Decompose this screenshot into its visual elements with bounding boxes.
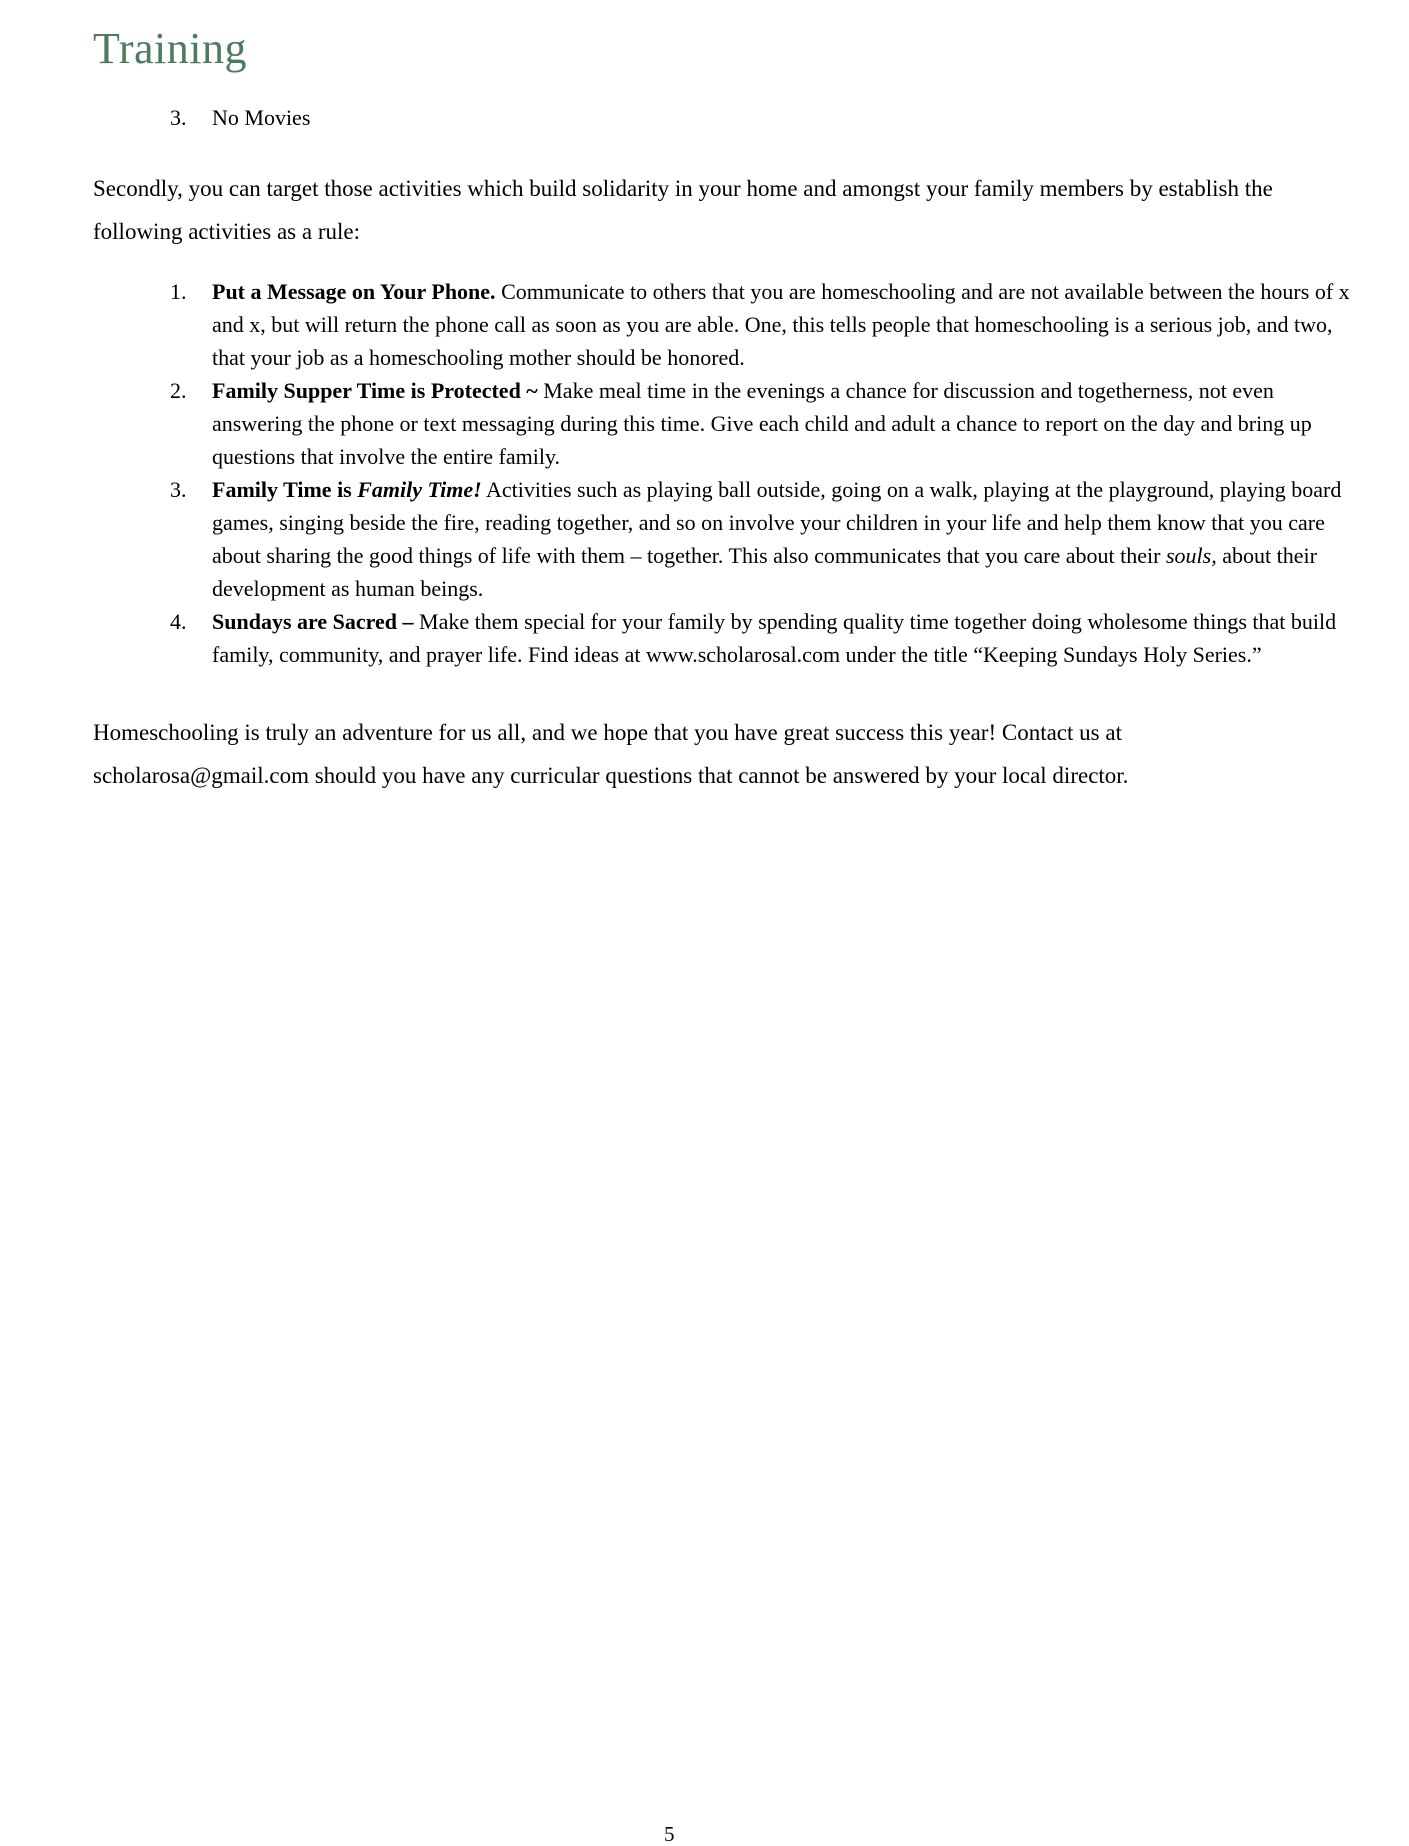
rule-body-italic: souls, <box>1165 542 1217 568</box>
list-item-number: 3. <box>170 104 187 130</box>
list-item-number: 3. <box>170 476 187 502</box>
list-item-number: 1. <box>170 278 187 304</box>
rule-lead-bold: Family Supper Time is Protected ~ <box>212 377 538 403</box>
list-item-text <box>212 374 1361 473</box>
list-item-number: 4. <box>170 608 187 634</box>
list-item-text <box>212 275 1361 374</box>
list-item-text <box>212 473 1361 605</box>
rule-body: Activities such as playing ball outside, going on a walk, playing at the playground, playing board games, singing beside the fire, reading together, and so on involve your children in your life and help them know that you care about sharing the good things of life with them – together. This also communicates that you care about their <box>212 476 1342 568</box>
carryover-list-item <box>170 103 1361 133</box>
rule-body: Make meal time in the evenings a chance for discussion and togetherness, not even answering the phone or text messaging during this time. Give each child and adult a chance to report on the day and bring up questions that involve the entire family. <box>212 377 1312 469</box>
rule-lead-bold: Sundays are Sacred – <box>212 608 414 634</box>
list-item <box>170 605 1361 671</box>
list-item-number: 2. <box>170 377 187 403</box>
rule-body: Make them special for your family by spending quality time together doing wholesome things that build family, community, and prayer life. Find ideas at www.scholarosal.com under the title “Keeping Sundays Holy Series.” <box>212 608 1337 667</box>
page-title: Training <box>93 24 247 73</box>
rule-lead-bold: Put a Message on Your Phone. <box>212 278 496 304</box>
page-number: 5 <box>664 1822 675 1846</box>
list-item <box>170 473 1361 605</box>
rule-body-end: about their development as human beings. <box>212 542 1317 601</box>
list-item-text <box>212 605 1361 671</box>
intro-paragraph: Secondly, you can target those activities which build solidarity in your home and amongst your family members by establish the following activities as a rule: <box>93 175 1273 244</box>
rule-lead-bold: Family Time is <box>212 476 358 502</box>
closing-paragraph: Homeschooling is truly an adventure for us all, and we hope that you have great success this year! Contact us at scholarosa@gmail.com should you have any curricular questions that cannot be answered by your local director. <box>93 719 1129 788</box>
rule-body: Communicate to others that you are homeschooling and are not available between the hours of x and x, but will return the phone call as soon as you are able. One, this tells people that homeschooling is a serious job, and two, that your job as a homeschooling mother should be honored. <box>212 278 1350 370</box>
list-item <box>170 275 1361 374</box>
rule-lead-bold-italic: Family Time! <box>357 476 482 502</box>
list-item-text: No Movies <box>212 104 311 130</box>
list-item <box>170 374 1361 473</box>
rules-list <box>170 275 1361 671</box>
